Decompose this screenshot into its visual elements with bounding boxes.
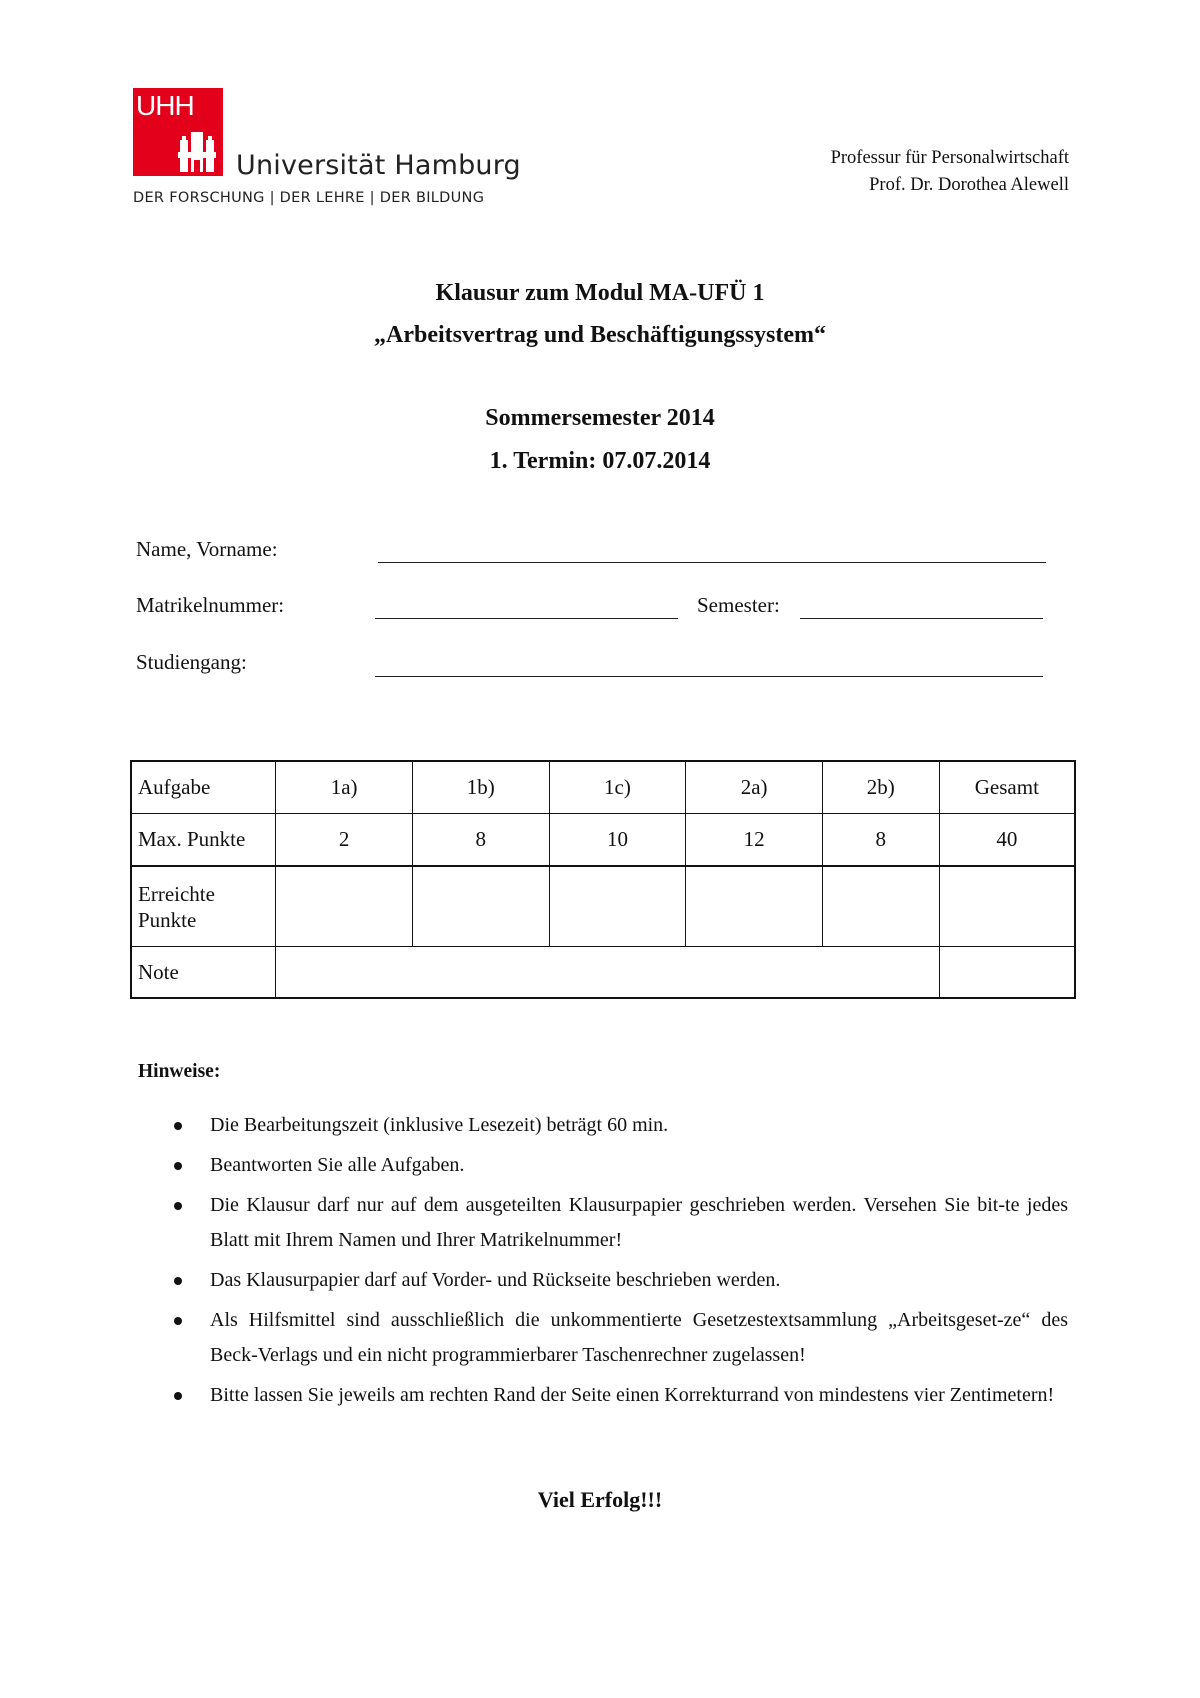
exam-subtitle: „Arbeitsvertrag und Beschäftigungssystem“ [374,322,826,348]
table-header-cell: 1c) [549,761,686,814]
achieved-points-label: Erreichte Punkte [131,866,276,947]
name-label: Name, Vorname: [136,537,278,561]
table-row [131,866,1075,947]
university-tagline: DER FORSCHUNG | DER LEHRE | DER BILDUNG [133,190,485,206]
max-points-cell: 8 [412,814,549,867]
grade-total-cell[interactable] [939,947,1075,999]
bullet-icon [174,1277,182,1285]
table-header-cell: Aufgabe [131,761,276,814]
notes-heading: Hinweise: [138,1061,221,1082]
bullet-icon [174,1202,182,1210]
list-item [174,1378,1068,1413]
grade-label: Note [131,947,276,999]
list-item [174,1303,1068,1373]
list-item [174,1188,1068,1258]
exam-date: 1. Termin: 07.07.2014 [489,448,711,474]
achieved-points-cell[interactable] [276,866,413,947]
chair-info [649,145,1069,199]
points-table [130,760,1076,999]
table-header-cell: 1a) [276,761,413,814]
semester-field[interactable] [800,618,1043,619]
chair-name: Professur für Personalwirtschaft [830,148,1069,168]
note-text: Als Hilfsmittel sind ausschließlich die unkommentierte Gesetzestextsammlung „Arbeitsgeset-ze“ des Beck-Verlags und ein nicht programmierbarer Taschenrechner zugelassen! [210,1309,1068,1366]
bullet-icon [174,1162,182,1170]
building-icon [178,130,216,177]
achieved-points-cell[interactable] [549,866,686,947]
grade-cell[interactable] [276,947,939,999]
achieved-points-cell[interactable] [822,866,939,947]
matrikel-label: Matrikelnummer: [136,593,285,617]
max-points-label: Max. Punkte [131,814,276,867]
table-header-cell: 2b) [822,761,939,814]
note-text: Bitte lassen Sie jeweils am rechten Rand der Seite einen Korrekturrand von mindestens vier Zentimetern! [210,1384,1055,1406]
max-points-cell: 2 [276,814,413,867]
table-header-cell: 2a) [686,761,823,814]
professor-name: Prof. Dr. Dorothea Alewell [869,175,1069,195]
logo-abbreviation: UHH [136,90,194,121]
note-text: Beantworten Sie alle Aufgaben. [210,1154,465,1176]
table-row [131,947,1075,999]
max-points-cell: 10 [549,814,686,867]
studiengang-field[interactable] [375,676,1043,677]
bullet-icon [174,1317,182,1325]
max-points-cell: 8 [822,814,939,867]
studiengang-label: Studiengang: [136,650,247,674]
exam-semester: Sommersemester 2014 [485,405,715,431]
closing-text: Viel Erfolg!!! [537,1487,663,1512]
notes-list [174,1108,1068,1418]
exam-title: Klausur zum Modul MA-UFÜ 1 [435,280,765,306]
name-field[interactable] [378,562,1046,563]
achieved-points-cell[interactable] [412,866,549,947]
note-text: Das Klausurpapier darf auf Vorder- und Rückseite beschrieben werden. [210,1269,781,1291]
note-text: Die Klausur darf nur auf dem ausgeteilten Klausurpapier geschrieben werden. Versehen Sie bit-te jedes Blatt mit Ihrem Namen und Ihrer Matrikelnummer! [210,1194,1068,1251]
table-row [131,761,1075,814]
note-text: Die Bearbeitungszeit (inklusive Lesezeit) beträgt 60 min. [210,1114,669,1136]
university-name: Universität Hamburg [236,150,521,181]
table-header-cell: 1b) [412,761,549,814]
bullet-icon [174,1122,182,1130]
max-points-cell: 12 [686,814,823,867]
max-points-cell: 40 [939,814,1075,867]
matrikel-field[interactable] [375,618,678,619]
achieved-points-cell[interactable] [939,866,1075,947]
list-item [174,1108,1068,1143]
table-header-cell: Gesamt [939,761,1075,814]
achieved-points-cell[interactable] [686,866,823,947]
list-item [174,1148,1068,1183]
table-row [131,814,1075,867]
list-item [174,1263,1068,1298]
semester-label: Semester: [697,593,780,617]
bullet-icon [174,1392,182,1400]
